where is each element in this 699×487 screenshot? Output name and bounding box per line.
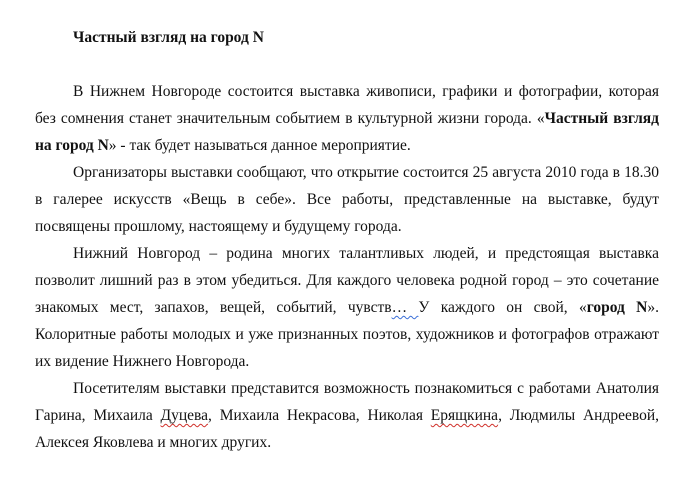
paragraph-3-text-a: Нижний Новгород – родина многих талантливых людей, и предстоящая выставка позволит лишний раз в этом убедиться. Для каждого человека родной город – это сочетание знакомых мест, запахов, вещей, событий, чувств xyxy=(35,245,659,316)
paragraph-1-text-b: » - так будет называться данное мероприятие. xyxy=(108,137,411,154)
paragraph-4-text-a: Посетителям выставки представится возможность познакомиться с работами Анатолия Гарина, Михаила xyxy=(35,380,659,424)
grammar-check-underline[interactable]: … xyxy=(391,299,419,316)
paragraph-3-bold-city: город N xyxy=(586,299,648,316)
paragraph-4-text-b: , Михаила Некрасова, Николая xyxy=(208,407,431,424)
document-title: Частный взгляд на город N xyxy=(73,29,264,46)
spellcheck-word-eryashkin[interactable]: Ерящкина xyxy=(430,407,499,424)
paragraph-3-text-c: ». Колоритные работы молодых и уже признанных поэтов, художников и фотографов отражают их видение Нижнего Новгорода. xyxy=(35,299,660,370)
paragraph-2 xyxy=(35,159,659,240)
paragraph-3-text-b: У каждого он свой, « xyxy=(418,299,587,316)
paragraph-3 xyxy=(35,240,659,375)
paragraph-4 xyxy=(35,375,659,456)
paragraph-1-bold-title: Частный взгляд на город N xyxy=(35,110,659,154)
paragraph-4-text-c: , Людмилы Андреевой, Алексея Яковлева и многих других. xyxy=(35,407,659,451)
paragraph-2-text: Организаторы выставки сообщают, что открытие состоится 25 августа 2010 года в 18.30 в галерее искусств «Вещь в себе». Все работы, представленные на выставке, будут посвящены прошлому, настоящему и будущему города. xyxy=(35,164,659,235)
paragraph-1-text-a: В Нижнем Новгороде состоится выставка живописи, графики и фотографии, которая без сомнения станет значительным событием в культурной жизни города. « xyxy=(35,83,659,127)
paragraph-1 xyxy=(35,78,659,159)
spellcheck-word-dutsev[interactable]: Дуцева xyxy=(160,407,209,424)
document-body xyxy=(35,24,659,456)
